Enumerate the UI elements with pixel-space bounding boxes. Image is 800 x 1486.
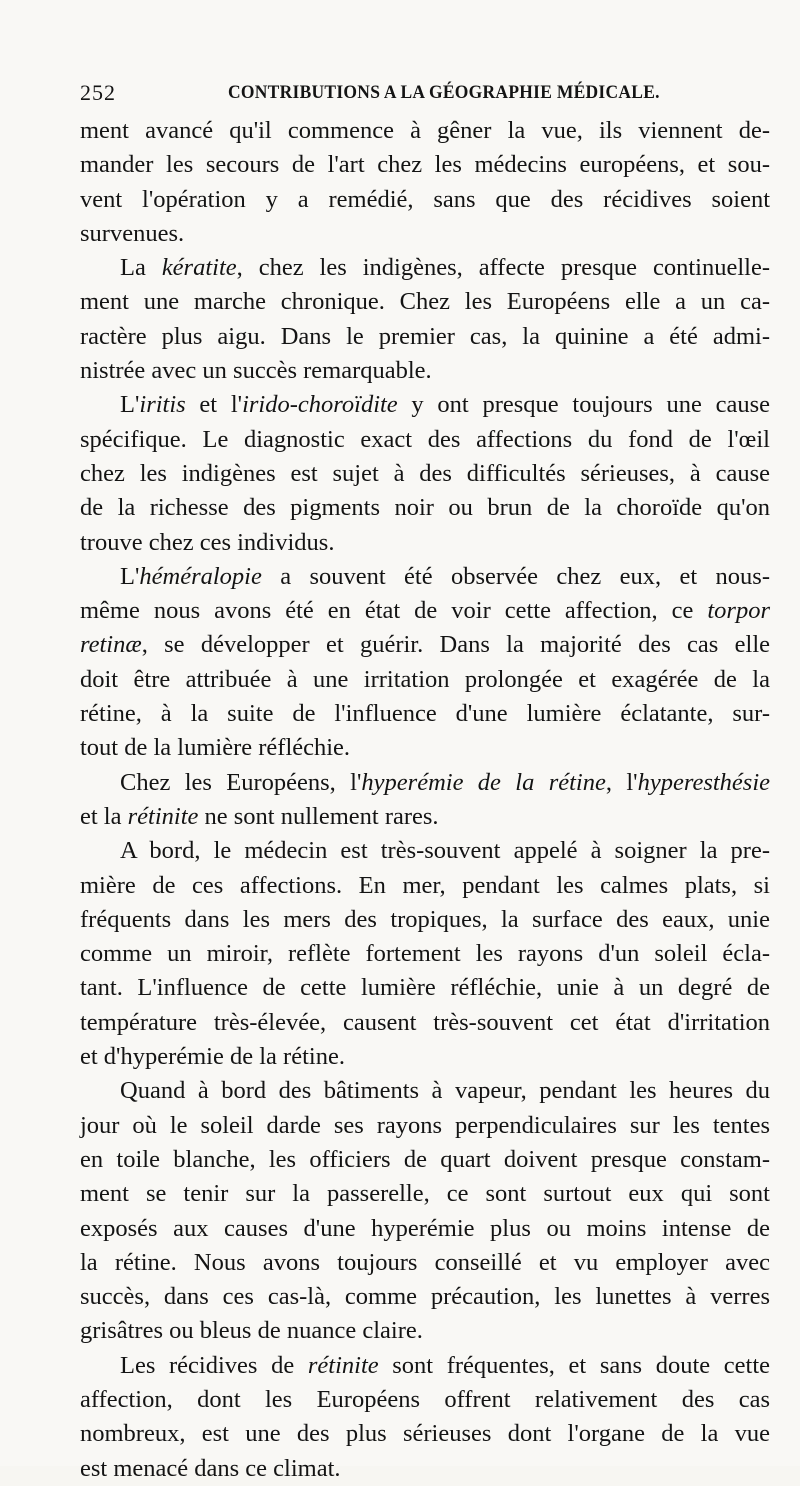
text-line: chez les indigènes est sujet à des difficultés sérieuses, à cause bbox=[80, 459, 770, 487]
text-line: mander les secours de l'art chez les médecins européens, et sou- bbox=[80, 151, 770, 179]
text-line: ment se tenir sur la passerelle, ce sont surtout eux qui sont bbox=[80, 1180, 770, 1208]
text-line: exposés aux causes d'une hyperémie plus ou moins intense de bbox=[80, 1214, 770, 1242]
text-line: la rétine. Nous avons toujours conseillé et vu employer avec bbox=[80, 1248, 770, 1276]
text-line: et la rétinite ne sont nullement rares. bbox=[80, 802, 439, 830]
text-line: vent l'opération y a remédié, sans que des récidives soient bbox=[80, 185, 770, 213]
text-line: rétine, à la suite de l'influence d'une lumière éclatante, sur- bbox=[80, 700, 770, 728]
text-line: fréquents dans les mers des tropiques, la surface des eaux, unie bbox=[80, 905, 770, 933]
text-line: jour où le soleil darde ses rayons perpendiculaires sur les tentes bbox=[80, 1111, 770, 1139]
text-line: tant. L'influence de cette lumière réfléchie, unie à un degré de bbox=[80, 974, 770, 1002]
text-line: en toile blanche, les officiers de quart doivent presque constam- bbox=[80, 1145, 770, 1173]
text-line: retinæ, se développer et guérir. Dans la majorité des cas elle bbox=[80, 631, 770, 659]
text-line: succès, dans ces cas-là, comme précaution, les lunettes à verres bbox=[80, 1283, 770, 1311]
text-line: L'héméralopie a souvent été observée chez eux, et nous- bbox=[120, 562, 770, 590]
text-line: comme un miroir, reflète fortement les rayons d'un soleil écla- bbox=[80, 940, 770, 968]
page-header bbox=[80, 80, 720, 112]
page-number: 252 bbox=[80, 80, 116, 105]
text-line: tout de la lumière réfléchie. bbox=[80, 734, 351, 762]
text-line: température très-élevée, causent très-souvent cet état d'irritation bbox=[80, 1008, 770, 1036]
text-line: La kératite, chez les indigènes, affecte presque continuelle- bbox=[120, 254, 771, 282]
text-line: ment une marche chronique. Chez les Européens elle a un ca- bbox=[80, 288, 770, 316]
text-line: nistrée avec un succès remarquable. bbox=[80, 357, 432, 385]
text-line: spécifique. Le diagnostic exact des affections du fond de l'œil bbox=[80, 425, 770, 453]
text-line: Chez les Européens, l'hyperémie de la rétine, l'hyperesthésie bbox=[120, 768, 771, 796]
running-title: CONTRIBUTIONS A LA GÉOGRAPHIE MÉDICALE. bbox=[228, 82, 660, 103]
text-line: nombreux, est une des plus sérieuses dont l'organe de la vue bbox=[80, 1420, 770, 1448]
text-line: Les récidives de rétinite sont fréquentes, et sans doute cette bbox=[120, 1351, 770, 1379]
text-line: grisâtres ou bleus de nuance claire. bbox=[80, 1317, 423, 1345]
text-line: ment avancé qu'il commence à gêner la vue, ils viennent de- bbox=[80, 117, 770, 144]
text-line: affection, dont les Européens offrent relativement des cas bbox=[80, 1385, 770, 1413]
text-line: L'iritis et l'irido-choroïdite y ont presque toujours une cause bbox=[120, 391, 770, 419]
text-line: A bord, le médecin est très-souvent appelé à soigner la pre- bbox=[120, 837, 770, 865]
text-line: est menacé dans ce climat. bbox=[80, 1454, 341, 1482]
text-line: survenues. bbox=[80, 219, 185, 247]
body-text bbox=[80, 114, 770, 1486]
text-line: de la richesse des pigments noir ou brun de la choroïde qu'on bbox=[80, 494, 770, 522]
text-line: Quand à bord des bâtiments à vapeur, pendant les heures du bbox=[120, 1077, 770, 1105]
text-line: doit être attribuée à une irritation prolongée et exagérée de la bbox=[80, 665, 770, 693]
text-line: même nous avons été en état de voir cette affection, ce torpor bbox=[80, 597, 770, 625]
text-line: et d'hyperémie de la rétine. bbox=[80, 1043, 345, 1071]
text-line: trouve chez ces individus. bbox=[80, 528, 335, 556]
text-line: ractère plus aigu. Dans le premier cas, la quinine a été admi- bbox=[80, 322, 770, 350]
text-line: mière de ces affections. En mer, pendant les calmes plats, si bbox=[80, 871, 770, 899]
